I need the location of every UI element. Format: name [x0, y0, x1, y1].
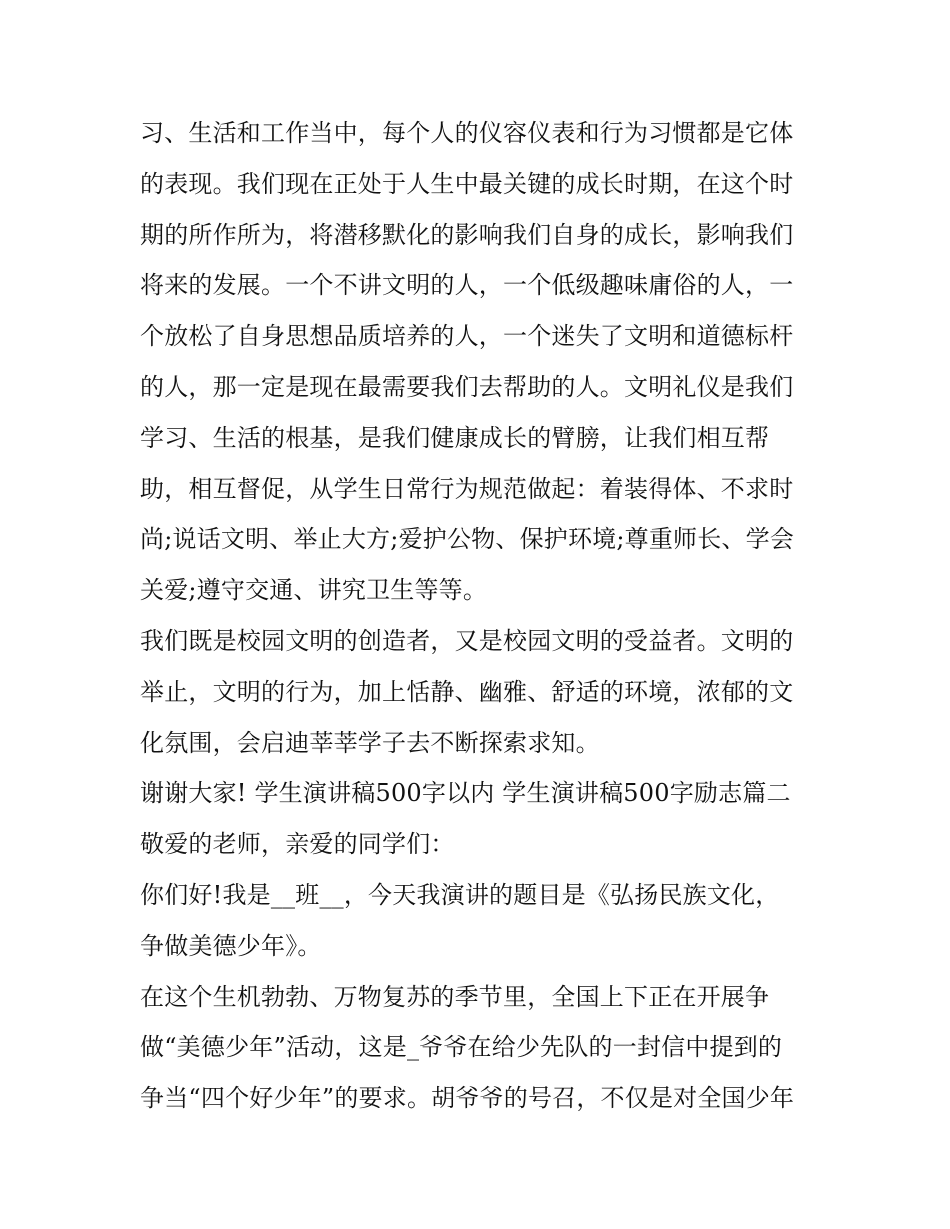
text-line: 在这个生机勃勃、万物复苏的季节里，全国上下正在开展争: [140, 982, 770, 1011]
text-line: 学习、生活的根基，是我们健康成长的臂膀，让我们相互帮: [140, 423, 770, 452]
text-line: 敬爱的老师，亲爱的同学们：: [140, 830, 455, 859]
text-line: 争做美德少年》。: [140, 931, 322, 960]
text-line: 习、生活和工作当中，每个人的仪容仪表和行为习惯都是它体: [140, 119, 794, 147]
text-line: 争当“四个好少年”的要求。胡爷爷的号召，不仅是对全国少年: [140, 1084, 795, 1113]
text-line: 关爱;遵守交通、讲究卫生等等。: [140, 576, 488, 605]
text-line: 做“美德少年”活动，这是_爷爷在给少先队的一封信中提到的: [140, 1033, 783, 1062]
heading-line: 谢谢大家! 学生演讲稿500字以内 学生演讲稿500字励志篇二: [140, 779, 791, 808]
text-line: 期的所作所为，将潜移默化的影响我们自身的成长，影响我们: [140, 220, 794, 249]
text-line: 你们好!我是__班__，今天我演讲的题目是《弘扬民族文化，: [140, 880, 780, 909]
text-line: 个放松了自身思想品质培养的人，一个迷失了文明和道德标杆: [140, 322, 794, 351]
text-line: 的人，那一定是现在最需要我们去帮助的人。文明礼仪是我们: [140, 372, 794, 401]
text-line: 举止，文明的行为，加上恬静、幽雅、舒适的环境，浓郁的文: [140, 677, 794, 706]
text-line: 的表现。我们现在正处于人生中最关键的成长时期，在这个时: [140, 169, 794, 198]
text-line: 将来的发展。一个不讲文明的人，一个低级趣味庸俗的人，一: [140, 271, 794, 300]
text-line: 化氛围，会启迪莘莘学子去不断探索求知。: [140, 728, 600, 757]
text-line: 助，相互督促，从学生日常行为规范做起：着装得体、不求时: [140, 474, 794, 503]
document-body: [140, 108, 820, 1124]
text-line: 尚;说话文明、举止大方;爱护公物、保护环境;尊重师长、学会: [140, 525, 795, 554]
text-line: 我们既是校园文明的创造者，又是校园文明的受益者。文明的: [140, 626, 794, 655]
